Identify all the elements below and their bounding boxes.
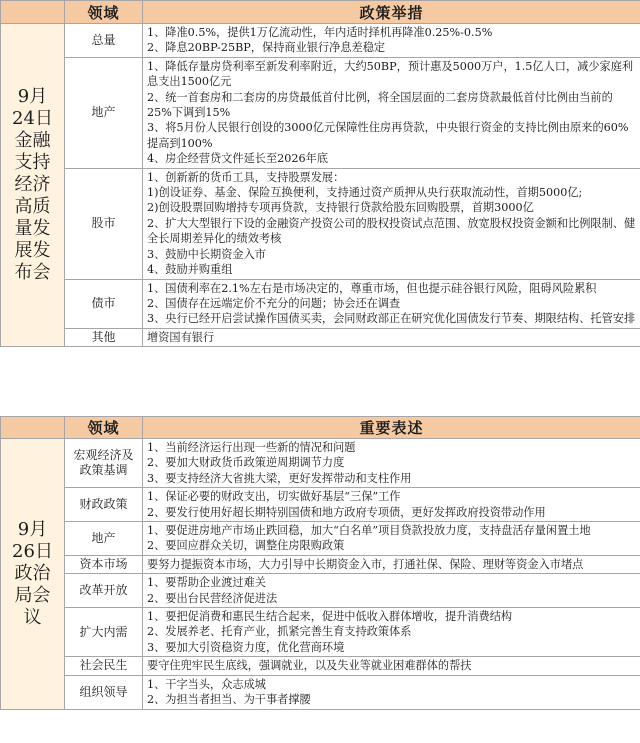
header-domain: 领域 xyxy=(65,417,143,439)
header-statement: 重要表述 xyxy=(143,417,640,439)
domain-cell: 组织领导 xyxy=(65,675,143,709)
statement-item: 1、要促进房地产市场止跌回稳，加大“白名单”项目贷款投放力度，支持盘活存量闲置土地 xyxy=(147,524,591,538)
policy-item: 2、扩大大型银行下设的金融资产投资公司的股权投资试点范围、放宽股权投资金额和比例限制、健全长周期差异化的绩效考核 xyxy=(147,216,636,246)
header-policy: 政策举措 xyxy=(143,1,640,24)
statement-cell xyxy=(143,555,640,573)
statement-item: 2、发展养老、托育产业，抓紧完善生育支持政策体系 xyxy=(147,625,412,639)
statement-item: 1、当前经济运行出现一些新的情况和问题 xyxy=(147,441,356,454)
statement-cell xyxy=(143,574,640,608)
statement-item: 3、要支持经济大省挑大梁，更好发挥带动和支柱作用 xyxy=(147,471,412,485)
policy-item: 2、统一首套房和二套房的房贷最低首付比例，将全国层面的二套房贷款最低首付比例由当前的25%下调到15% xyxy=(147,90,613,120)
policy-item: 3、将5月份人民银行创设的3000亿元保障性住房再贷款，中央银行资金的支持比例由原来的60%提高到100% xyxy=(147,121,629,150)
policy-item: 4、房企经营贷文件延长至2026年底 xyxy=(147,152,329,166)
domain-cell: 资本市场 xyxy=(65,555,143,573)
policy-cell xyxy=(143,328,640,346)
domain-cell: 社会民生 xyxy=(65,657,143,675)
table-row xyxy=(1,608,640,657)
table-row xyxy=(1,168,640,279)
table-header-row xyxy=(1,417,640,439)
domain-cell: 改革开放 xyxy=(65,574,143,608)
domain-cell: 债市 xyxy=(65,279,143,328)
policy-item: 3、鼓励中长期资金入市 xyxy=(147,247,266,261)
policy-item: 1、创新新的货币工具，支持股票发展： xyxy=(147,170,345,184)
table-row xyxy=(1,488,640,522)
header-spacer xyxy=(1,1,65,24)
statement-item: 要努力提振资本市场，大力引导中长期资金入市，打通社保、保险、理财等资金入市堵点 xyxy=(147,557,584,571)
statement-item: 2、为担当者担当、为干事者撑腰 xyxy=(147,693,311,707)
header-spacer xyxy=(1,417,65,439)
group-label-0924: 9月24日金融支持经济高质量发展发布会 xyxy=(1,24,65,347)
domain-cell: 扩大内需 xyxy=(65,608,143,657)
table-row xyxy=(1,279,640,328)
policy-item: 1)创设证券、基金、保险互换便利，支持通过资产质押从央行获取流动性，首期5000亿; xyxy=(147,186,583,200)
statement-item: 2、要发行使用好超长期特别国债和地方政府专项债，更好发挥政府投资带动作用 xyxy=(147,505,546,519)
statement-item: 3、要加大引资稳资力度，优化营商环境 xyxy=(147,640,345,654)
table-row xyxy=(1,574,640,608)
statement-cell xyxy=(143,439,640,488)
statement-item: 1、要帮助企业渡过难关 xyxy=(147,576,266,590)
group-label-0926: 9月26日政治局会议 xyxy=(1,439,65,710)
statement-cell xyxy=(143,522,640,556)
policy-item: 1、降准0.5%，提供1万亿流动性，年内适时择机再降准0.25%-0.5% xyxy=(147,26,493,39)
policy-item: 2)创设股票回购增持专项再贷款，支持银行贷款给股东回购股票，首期3000亿 xyxy=(147,201,534,215)
table-row xyxy=(1,522,640,556)
table-row xyxy=(1,57,640,168)
policy-item: 2、国债存在远端定价不充分的问题；协会还在调查 xyxy=(147,296,401,310)
statement-cell xyxy=(143,675,640,709)
statement-cell xyxy=(143,488,640,522)
domain-cell: 其他 xyxy=(65,328,143,346)
policy-item: 2、降息20BP-25BP，保持商业银行净息差稳定 xyxy=(147,41,386,55)
financial-press-conference-table xyxy=(0,0,640,347)
domain-cell: 地产 xyxy=(65,57,143,168)
statement-item: 1、保证必要的财政支出，切实做好基层“三保”工作 xyxy=(147,490,401,504)
domain-cell: 总量 xyxy=(65,24,143,58)
policy-item: 增资国有银行 xyxy=(147,330,215,344)
policy-cell xyxy=(143,279,640,328)
policy-item: 1、国债利率在2.1%左右是市场决定的，尊重市场，但也提示硅谷银行风险，阻碍风险累积 xyxy=(147,281,597,295)
table-header-row xyxy=(1,1,640,24)
domain-cell: 地产 xyxy=(65,522,143,556)
domain-cell: 宏观经济及政策基调 xyxy=(65,439,143,488)
statement-item: 2、要出台民营经济促进法 xyxy=(147,591,278,605)
policy-cell xyxy=(143,168,640,279)
header-domain: 领域 xyxy=(65,1,143,24)
policy-cell xyxy=(143,57,640,168)
table-row xyxy=(1,328,640,346)
statement-item: 1、干字当头，众志成城 xyxy=(147,677,266,691)
table-row xyxy=(1,24,640,58)
statement-cell xyxy=(143,657,640,675)
statement-item: 1、要把促消费和惠民生结合起来，促进中低收入群体增收，提升消费结构 xyxy=(147,610,513,624)
policy-cell xyxy=(143,24,640,58)
table-row xyxy=(1,657,640,675)
statement-item: 要守住兜牢民生底线，强调就业，以及失业等就业困难群体的帮扶 xyxy=(147,659,472,673)
table-row xyxy=(1,675,640,709)
policy-item: 4、鼓励并购重组 xyxy=(147,263,233,277)
policy-item: 1、降低存量房贷利率至新发利率附近，大约50BP，预计惠及5000万户，1.5亿人口，减少家庭利息支出1500亿元 xyxy=(147,59,634,89)
politburo-meeting-table xyxy=(0,416,640,710)
domain-cell: 股市 xyxy=(65,168,143,279)
statement-cell xyxy=(143,608,640,657)
statement-item: 2、要加大财政货币政策逆周期调节力度 xyxy=(147,456,345,470)
domain-cell: 财政政策 xyxy=(65,488,143,522)
table-row xyxy=(1,439,640,488)
statement-item: 2、要回应群众关切，调整住房限购政策 xyxy=(147,539,345,553)
table-row xyxy=(1,555,640,573)
policy-item: 3、央行已经开启尝试操作国债买卖，会同财政部正在研究优化国债发行节奏、期限结构、托管安排 xyxy=(147,312,636,326)
